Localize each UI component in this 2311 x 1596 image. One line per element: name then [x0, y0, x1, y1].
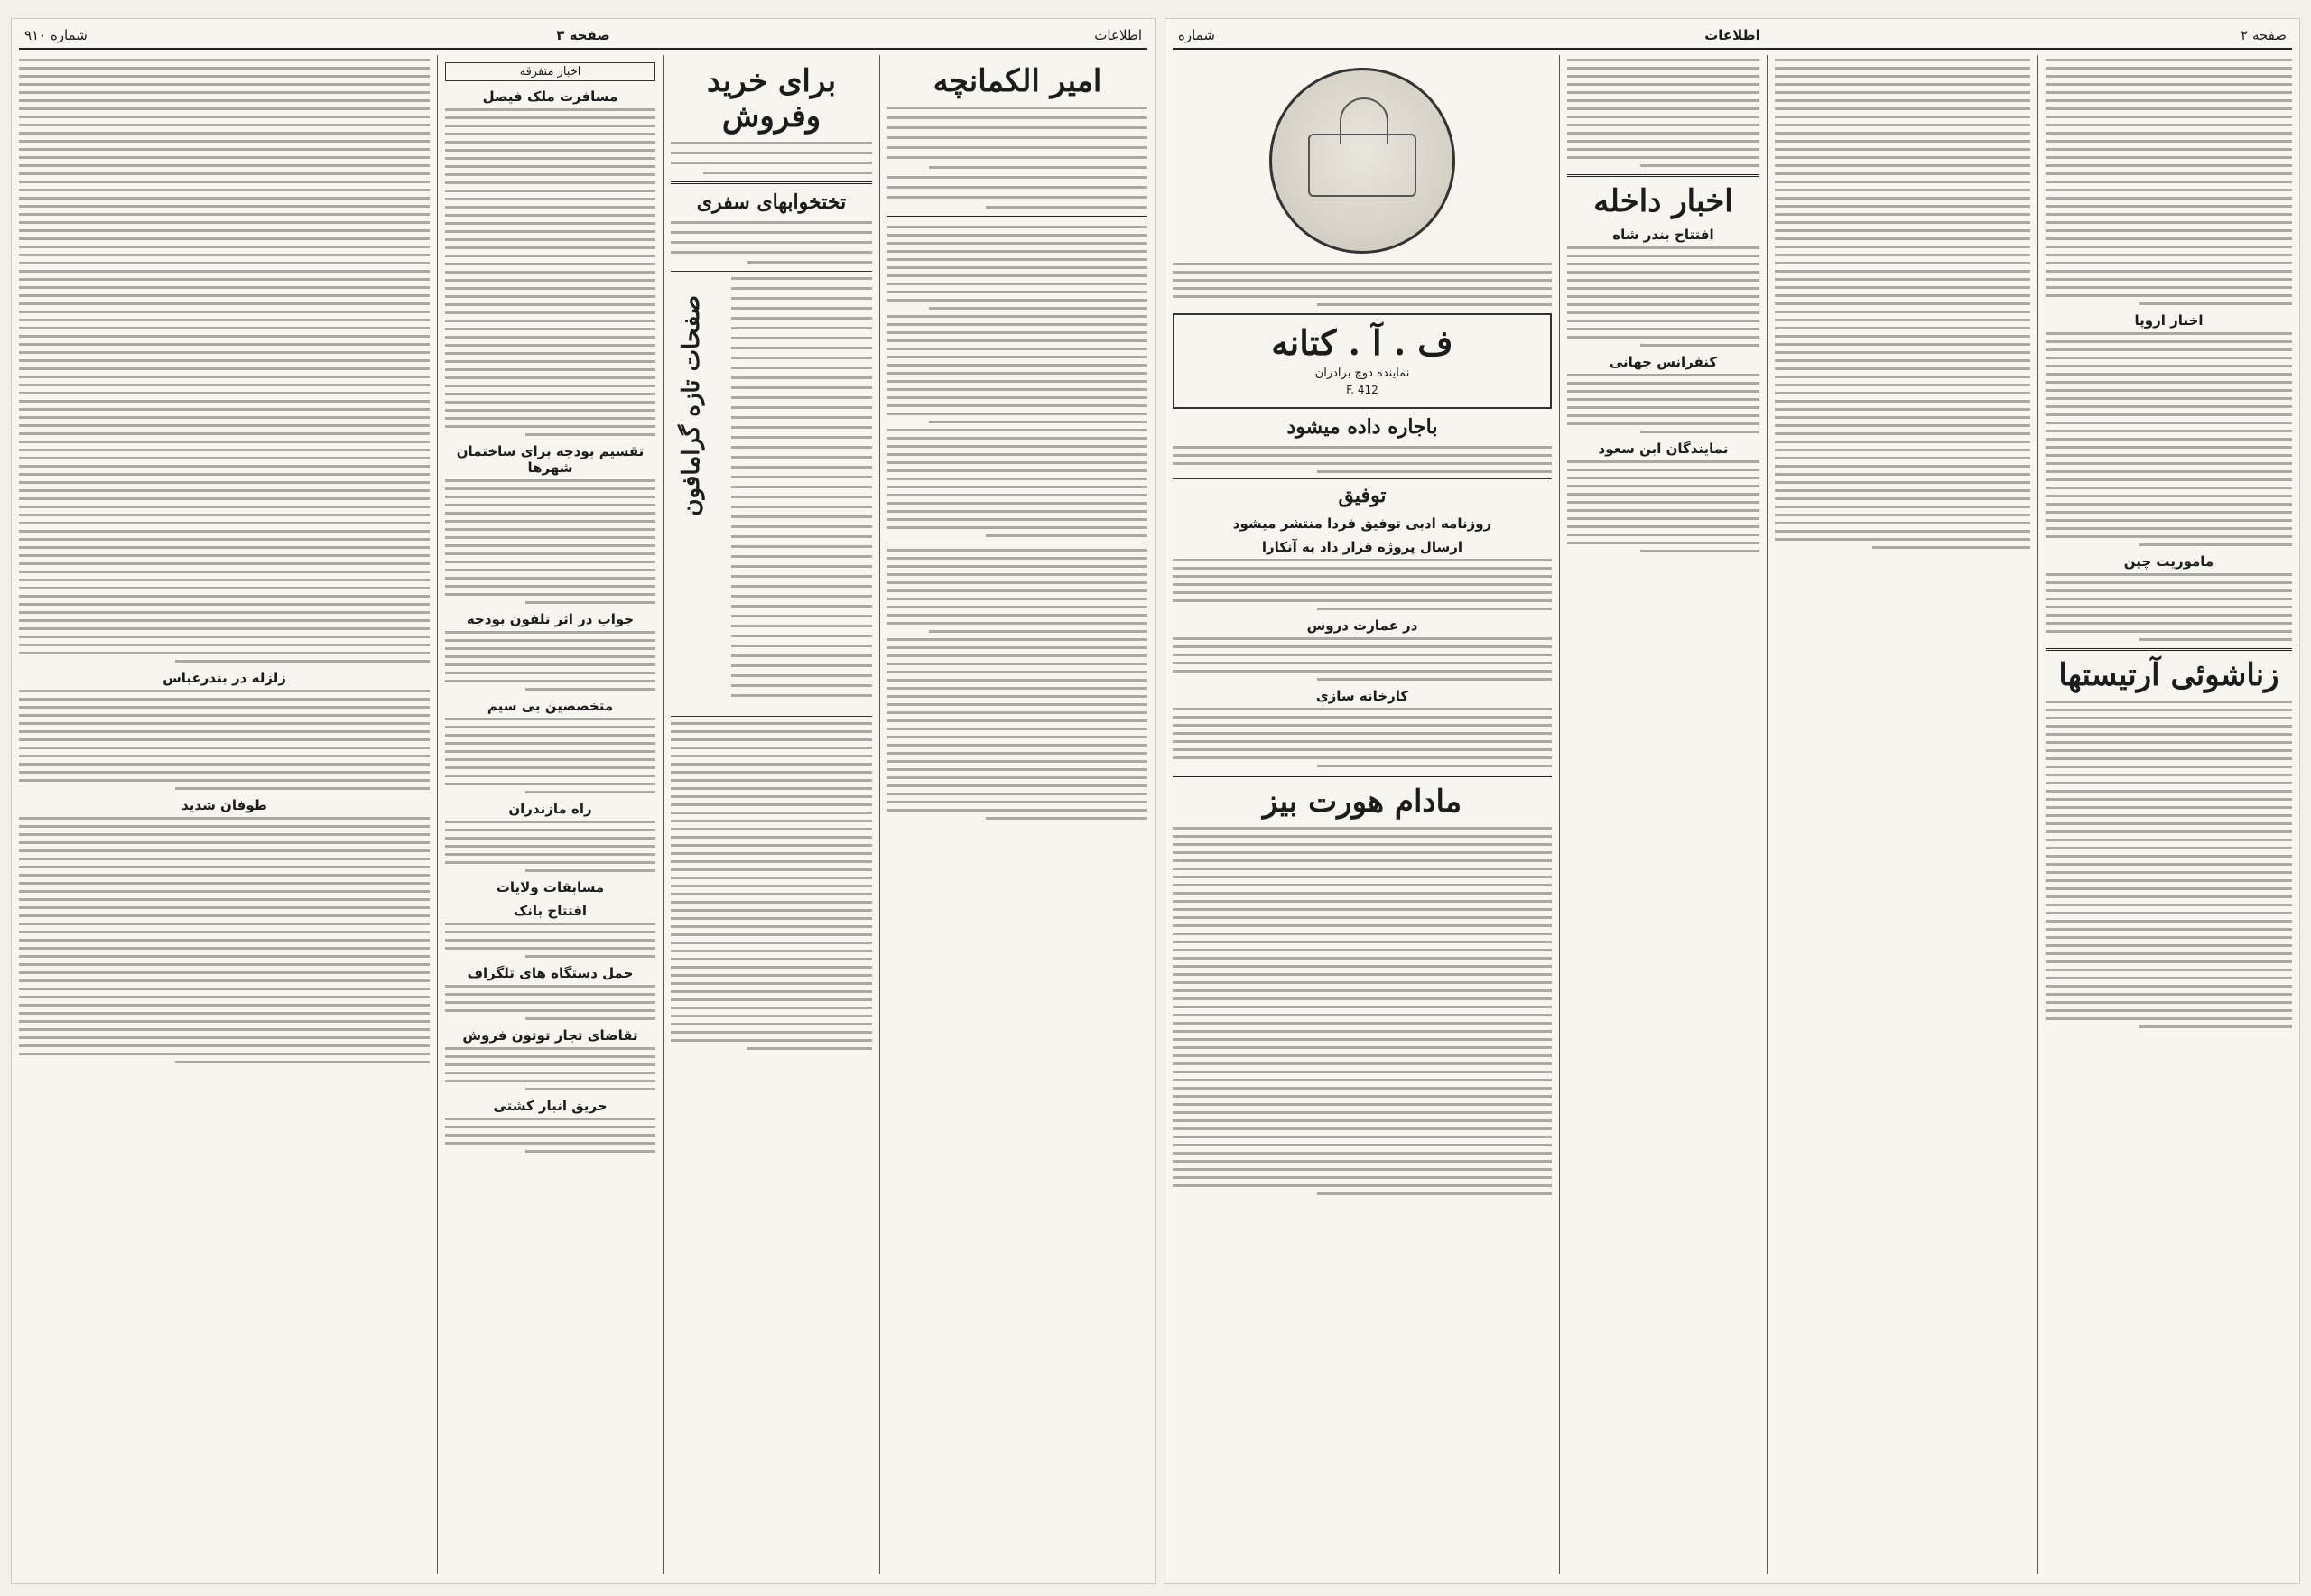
headline-madame-hortbiz: مادام هورت بیز [1262, 783, 1462, 820]
ad-code: F. 412 [1346, 384, 1378, 396]
right-header-page-number: صفحه ۲ [2241, 27, 2287, 43]
subhead-telegraph: حمل دستگاه های تلگراف [467, 965, 634, 981]
article-china-body [2046, 573, 2292, 641]
article-mazandaran-body [445, 821, 655, 872]
headline-internal-news: اخبار داخله [1593, 183, 1733, 219]
right-col-3 [1559, 55, 1767, 1574]
right-col-4 [1165, 55, 1559, 1574]
section-label-misc-news: اخبار متفرقه [445, 62, 655, 81]
article-bank-body [445, 923, 655, 958]
headline-amir-alkamancheh: امیر الکمانچه [933, 63, 1102, 99]
legal-notices-body-2 [887, 549, 1147, 820]
headline-artists-marriage: زناشوئی آرتیستها [2058, 657, 2279, 693]
vertical-title-gramophone: صفحات تازه گرامافون [678, 295, 705, 517]
subhead-bank-opening: افتتاح بانک [513, 903, 588, 919]
dodge-brothers-ad [1173, 313, 1552, 409]
subhead-factory: کارخانه سازی [1315, 687, 1409, 704]
subhead-world-conference: کنفرانس جهانی [1609, 354, 1718, 371]
subhead-storm: طوفان شدید [181, 797, 267, 813]
article-madame-body [1173, 827, 1552, 1195]
subhead-mazandaran-road: راه مازندران [508, 801, 592, 817]
article-conference-body [1567, 374, 1759, 433]
subhead-tobacco-merchants: تقاضای تجار توتون فروش [462, 1027, 638, 1044]
article-tobacco-body [445, 1047, 655, 1090]
subhead-europe-news: اخبار اروپا [2134, 312, 2204, 329]
subhead-china-mission: ماموریت چین [2123, 553, 2214, 570]
article-earthquake-body [19, 690, 430, 790]
gramophone-ad [671, 277, 872, 710]
article-ankara-body [1173, 559, 1552, 610]
left-header-page-number: صفحه ۳ [556, 27, 610, 43]
headline-buy-sell: برای خرید وفروش [706, 63, 837, 135]
subhead-dars-building: در عمارت دروس [1306, 617, 1418, 634]
article-factory-body [1173, 708, 1552, 767]
right-col-1 [2037, 55, 2299, 1574]
car-emblem-illustration [1269, 68, 1455, 254]
subhead-ship-fire: حریق انبار کشتی [493, 1098, 608, 1114]
article-ibn-saud-body [1567, 460, 1759, 552]
ad-subtitle-dodge: نماینده دوچ برادران [1314, 367, 1410, 380]
right-header-issue-label: شماره [1178, 27, 1215, 43]
dodge-ad-body [1173, 263, 1552, 306]
right-page-header [1173, 24, 2292, 50]
subhead-faisal-trip: مسافرت ملک فیصل [482, 88, 618, 105]
article-budget-reply-body [445, 631, 655, 691]
subhead-budget-reply: جواب در اثر تلفون بودجه [466, 611, 635, 627]
subhead-towfigh-publish: روزنامه ادبی توفیق فردا منتشر میشود [1232, 515, 1492, 532]
left-col-2-bottom-body [671, 722, 872, 1050]
article-dars-body [1173, 637, 1552, 681]
headline-towfigh: توفیق [1338, 484, 1387, 508]
left-col-2 [663, 55, 879, 1574]
ad-body-buy-sell [671, 142, 872, 174]
subhead-earthquake: زلزله در بندرعباس [162, 670, 286, 686]
article-body-col4-top [19, 59, 430, 663]
left-page [11, 18, 1156, 1584]
article-budget-body [445, 479, 655, 604]
subhead-wireless-experts: متخصصین بی سیم [487, 698, 614, 714]
ad-title-ketaneh: ف . آ . کتانه [1271, 322, 1453, 363]
left-col-3 [437, 55, 663, 1574]
right-header-paper-name: اطلاعات [1704, 27, 1760, 43]
headline-travel-beds: تختخوابهای سفری [696, 190, 847, 215]
left-header-paper-name: اطلاعات [1094, 27, 1142, 43]
left-col-4 [12, 55, 437, 1574]
article-wireless-body [445, 718, 655, 793]
article-europe-body [2046, 332, 2292, 546]
subhead-budget-cities: تقسیم بودجه برای ساختمان شهرها [456, 443, 645, 476]
article-faisal-body [445, 108, 655, 436]
left-col-1 [879, 55, 1155, 1574]
subhead-bandar-shah: افتتاح بندر شاه [1612, 227, 1714, 244]
headline-for-rent: باجاره داده میشود [1286, 415, 1438, 439]
article-bandar-shah-body [1567, 246, 1759, 347]
right-col-2 [1767, 55, 2037, 1574]
left-page-header [19, 24, 1147, 50]
article-body-right-col1-top [2046, 59, 2292, 305]
article-ship-fire-body [445, 1118, 655, 1153]
article-storm-body [19, 817, 430, 1063]
subhead-ankara-project: ارسال پروژه قرار داد به آنکارا [1261, 538, 1463, 555]
article-artists-body [2046, 701, 2292, 1028]
gramophone-ad-body [731, 277, 872, 697]
subhead-ibn-saud: نمایندگان ابن سعود [1598, 441, 1729, 458]
right-page [1165, 18, 2300, 1584]
article-body [887, 107, 1147, 209]
subhead-provinces: مسابقات ولایات [496, 879, 605, 895]
article-telegraph-body [445, 985, 655, 1020]
article-rent-body [1173, 446, 1552, 473]
ad-body-travel-beds [671, 221, 872, 264]
article-body-right-col2-top [1775, 59, 2030, 549]
legal-notices-body [887, 226, 1147, 537]
article-body-right-col3-top [1567, 59, 1759, 167]
left-header-issue-number: شماره ۹۱۰ [24, 27, 88, 43]
